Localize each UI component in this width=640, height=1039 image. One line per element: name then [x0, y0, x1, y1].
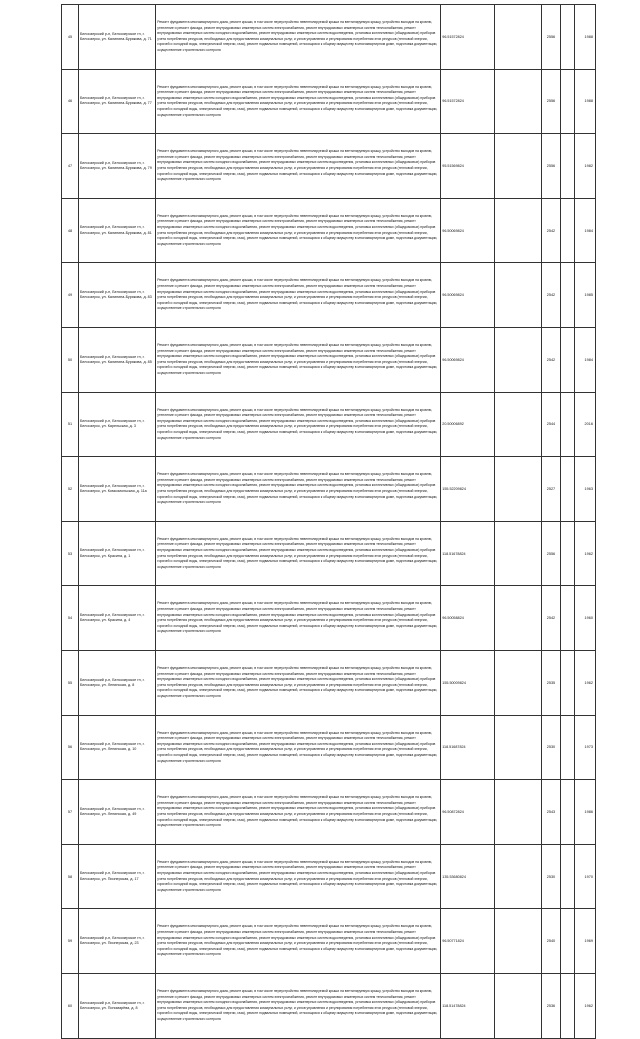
total-cell: 2530 — [541, 844, 560, 909]
row-number-cell: 58 — [62, 844, 79, 909]
table-row — [62, 844, 596, 909]
address-cell: Белоозерский р-н, Белоозерское гп, г. Белоозерск, ул. Калинина-Бурякова, д. 81 — [78, 198, 155, 263]
empty-cell — [495, 5, 542, 70]
area-cell: 96.50872824 — [441, 780, 495, 845]
row-number-cell: 50 — [62, 327, 79, 392]
address-cell: Белоозерский р-н, Белоозерское гп, г. Белоозерск, ул. Калинина-Бурякова, д. 83 — [78, 263, 155, 328]
area-cell: 96.50069824 — [441, 198, 495, 263]
row-number-cell: 47 — [62, 134, 79, 199]
year-cell: 2016 — [574, 392, 595, 457]
works-list-cell: Ремонт фундамента многоквартирного дома, ремонт крыши, в том числе переустройство невентилируемой крыши на вентилируемую крышу, устройство выходов на кровлю, утепление и ремонт фасада, ремонт внутридомовых инженерных систем электроснабжения, ремонт внутридомовых инженерных систем теплоснабжения, ремонт внутридомовых инженерных систем холодного водоснабжения, ремонт внутридомовых инженерных систем водоотведения, установка коллективных (общедомовых) приборов учета потребления ресурсов, необходимых для предоставления коммунальных услуг, и узлов управления и регулирования потребления этих ресурсов (тепловой энергии, горячей и холодной воды, электрической энергии, газа), ремонт подвальных помещений, относящихся к общему имуществу в многоквартирном доме, подготовка документации, осуществление строительного контроля — [156, 715, 441, 780]
year-cell: 1969 — [574, 909, 595, 974]
address-cell: Белоозерский р-н, Белоозерское гп, г. Белоозерск, ул. Калинина-Бурякова, д. 77 — [78, 69, 155, 134]
table-row — [62, 263, 596, 328]
table-row — [62, 780, 596, 845]
total-cell: 2542 — [541, 327, 560, 392]
empty-cell — [560, 5, 574, 70]
empty-cell — [560, 973, 574, 1038]
empty-cell — [495, 457, 542, 522]
total-cell: 2536 — [541, 973, 560, 1038]
row-number-cell: 59 — [62, 909, 79, 974]
works-list-cell: Ремонт фундамента многоквартирного дома, ремонт крыши, в том числе переустройство невентилируемой крыши на вентилируемую крышу, устройство выходов на кровлю, утепление и ремонт фасада, ремонт внутридомовых инженерных систем электроснабжения, ремонт внутридомовых инженерных систем теплоснабжения, ремонт внутридомовых инженерных систем холодного водоснабжения, ремонт внутридомовых инженерных систем водоотведения, установка коллективных (общедомовых) приборов учета потребления ресурсов, необходимых для предоставления коммунальных услуг, и узлов управления и регулирования потребления этих ресурсов (тепловой энергии, горячей и холодной воды, электрической энергии, газа), ремонт подвальных помещений, относящихся к общему имуществу в многоквартирном доме, подготовка документации, осуществление строительного контроля — [156, 5, 441, 70]
empty-cell — [560, 844, 574, 909]
total-cell: 2556 — [541, 69, 560, 134]
works-list-cell: Ремонт фундамента многоквартирного дома, ремонт крыши, в том числе переустройство невентилируемой крыши на вентилируемую крышу, устройство выходов на кровлю, утепление и ремонт фасада, ремонт внутридомовых инженерных систем электроснабжения, ремонт внутридомовых инженерных систем теплоснабжения, ремонт внутридомовых инженерных систем холодного водоснабжения, ремонт внутридомовых инженерных систем водоотведения, установка коллективных (общедомовых) приборов учета потребления ресурсов, необходимых для предоставления коммунальных услуг, и узлов управления и регулирования потребления этих ресурсов (тепловой энергии, горячей и холодной воды, электрической энергии, газа), ремонт подвальных помещений, относящихся к общему имуществу в многоквартирном доме, подготовка документации, осуществление строительного контроля — [156, 263, 441, 328]
row-number-cell: 49 — [62, 263, 79, 328]
row-number-cell: 48 — [62, 198, 79, 263]
works-list-cell: Ремонт фундамента многоквартирного дома, ремонт крыши, в том числе переустройство невентилируемой крыши на вентилируемую крышу, устройство выходов на кровлю, утепление и ремонт фасада, ремонт внутридомовых инженерных систем электроснабжения, ремонт внутридомовых инженерных систем теплоснабжения, ремонт внутридомовых инженерных систем холодного водоснабжения, ремонт внутридомовых инженерных систем водоотведения, установка коллективных (общедомовых) приборов учета потребления ресурсов, необходимых для предоставления коммунальных услуг, и узлов управления и регулирования потребления этих ресурсов (тепловой энергии, горячей и холодной воды, электрической энергии, газа), ремонт подвальных помещений, относящихся к общему имуществу в многоквартирном доме, подготовка документации, осуществление строительного контроля — [156, 586, 441, 651]
table-body — [62, 5, 596, 1039]
total-cell: 2530 — [541, 715, 560, 780]
works-list-cell: Ремонт фундамента многоквартирного дома, ремонт крыши, в том числе переустройство невентилируемой крыши на вентилируемую крышу, устройство выходов на кровлю, утепление и ремонт фасада, ремонт внутридомовых инженерных систем электроснабжения, ремонт внутридомовых инженерных систем теплоснабжения, ремонт внутридомовых инженерных систем холодного водоснабжения, ремонт внутридомовых инженерных систем водоотведения, установка коллективных (общедомовых) приборов учета потребления ресурсов, необходимых для предоставления коммунальных услуг, и узлов управления и регулирования потребления этих ресурсов (тепловой энергии, горячей и холодной воды, электрической энергии, газа), ремонт подвальных помещений, относящихся к общему имуществу в многоквартирном доме, подготовка документации, осуществление строительного контроля — [156, 650, 441, 715]
empty-cell — [495, 134, 542, 199]
works-list-cell: Ремонт фундамента многоквартирного дома, ремонт крыши, в том числе переустройство невентилируемой крыши на вентилируемую крышу, устройство выходов на кровлю, утепление и ремонт фасада, ремонт внутридомовых инженерных систем электроснабжения, ремонт внутридомовых инженерных систем теплоснабжения, ремонт внутридомовых инженерных систем холодного водоснабжения, ремонт внутридомовых инженерных систем водоотведения, установка коллективных (общедомовых) приборов учета потребления ресурсов, необходимых для предоставления коммунальных услуг, и узлов управления и регулирования потребления этих ресурсов (тепловой энергии, горячей и холодной воды, электрической энергии, газа), ремонт подвальных помещений, относящихся к общему имуществу в многоквартирном доме, подготовка документации, осуществление строительного контроля — [156, 327, 441, 392]
area-cell: 20.50006892 — [441, 392, 495, 457]
empty-cell — [560, 457, 574, 522]
table-row — [62, 457, 596, 522]
works-list-cell: Ремонт фундамента многоквартирного дома, ремонт крыши, в том числе переустройство невентилируемой крыши на вентилируемую крышу, устройство выходов на кровлю, утепление и ремонт фасада, ремонт внутридомовых инженерных систем электроснабжения, ремонт внутридомовых инженерных систем теплоснабжения, ремонт внутридомовых инженерных систем холодного водоснабжения, ремонт внутридомовых инженерных систем водоотведения, установка коллективных (общедомовых) приборов учета потребления ресурсов, необходимых для предоставления коммунальных услуг, и узлов управления и регулирования потребления этих ресурсов (тепловой энергии, горячей и холодной воды, электрической энергии, газа), ремонт подвальных помещений, относящихся к общему имуществу в многоквартирном доме, подготовка документации, осуществление строительного контроля — [156, 909, 441, 974]
row-number-cell: 52 — [62, 457, 79, 522]
empty-cell — [495, 715, 542, 780]
repair-program-table — [61, 4, 596, 1039]
area-cell: 96.50771824 — [441, 909, 495, 974]
area-cell: 95.51569824 — [441, 134, 495, 199]
area-cell: 96.51572824 — [441, 5, 495, 70]
area-cell: 118.51678824 — [441, 521, 495, 586]
year-cell: 1963 — [574, 457, 595, 522]
table-row — [62, 392, 596, 457]
total-cell: 2543 — [541, 780, 560, 845]
total-cell: 2527 — [541, 457, 560, 522]
address-cell: Белоозерский р-н, Белоозерское гп, г. Белоозерск, ул. Калинина-Бурякова, д. 85 — [78, 327, 155, 392]
area-cell: 135.53680824 — [441, 844, 495, 909]
empty-cell — [495, 263, 542, 328]
empty-cell — [560, 909, 574, 974]
works-list-cell: Ремонт фундамента многоквартирного дома, ремонт крыши, в том числе переустройство невентилируемой крыши на вентилируемую крышу, устройство выходов на кровлю, утепление и ремонт фасада, ремонт внутридомовых инженерных систем электроснабжения, ремонт внутридомовых инженерных систем теплоснабжения, ремонт внутридомовых инженерных систем холодного водоснабжения, ремонт внутридомовых инженерных систем водоотведения, установка коллективных (общедомовых) приборов учета потребления ресурсов, необходимых для предоставления коммунальных услуг, и узлов управления и регулирования потребления этих ресурсов (тепловой энергии, горячей и холодной воды, электрической энергии, газа), ремонт подвальных помещений, относящихся к общему имуществу в многоквартирном доме, подготовка документации, осуществление строительного контроля — [156, 392, 441, 457]
row-number-cell: 54 — [62, 586, 79, 651]
row-number-cell: 46 — [62, 69, 79, 134]
total-cell: 2556 — [541, 134, 560, 199]
empty-cell — [560, 715, 574, 780]
table-row — [62, 650, 596, 715]
area-cell: 155.50009824 — [441, 650, 495, 715]
total-cell: 2542 — [541, 198, 560, 263]
empty-cell — [495, 973, 542, 1038]
year-cell: 1986 — [574, 780, 595, 845]
table-row — [62, 521, 596, 586]
row-number-cell: 57 — [62, 780, 79, 845]
row-number-cell: 55 — [62, 650, 79, 715]
total-cell: 2556 — [541, 521, 560, 586]
address-cell: Белоозерский р-н, Белоозерское гп, г. Белоозерск, ул. Ленинская, д. 49 — [78, 780, 155, 845]
table-row — [62, 586, 596, 651]
area-cell: 118.51478824 — [441, 973, 495, 1038]
works-list-cell: Ремонт фундамента многоквартирного дома, ремонт крыши, в том числе переустройство невентилируемой крыши на вентилируемую крышу, устройство выходов на кровлю, утепление и ремонт фасада, ремонт внутридомовых инженерных систем электроснабжения, ремонт внутридомовых инженерных систем теплоснабжения, ремонт внутридомовых инженерных систем холодного водоснабжения, ремонт внутридомовых инженерных систем водоотведения, установка коллективных (общедомовых) приборов учета потребления ресурсов, необходимых для предоставления коммунальных услуг, и узлов управления и регулирования потребления этих ресурсов (тепловой энергии, горячей и холодной воды, электрической энергии, газа), ремонт подвальных помещений, относящихся к общему имуществу в многоквартирном доме, подготовка документации, осуществление строительного контроля — [156, 780, 441, 845]
table-row — [62, 327, 596, 392]
empty-cell — [560, 650, 574, 715]
empty-cell — [495, 521, 542, 586]
works-list-cell: Ремонт фундамента многоквартирного дома, ремонт крыши, в том числе переустройство невентилируемой крыши на вентилируемую крышу, устройство выходов на кровлю, утепление и ремонт фасада, ремонт внутридомовых инженерных систем электроснабжения, ремонт внутридомовых инженерных систем теплоснабжения, ремонт внутридомовых инженерных систем холодного водоснабжения, ремонт внутридомовых инженерных систем водоотведения, установка коллективных (общедомовых) приборов учета потребления ресурсов, необходимых для предоставления коммунальных услуг, и узлов управления и регулирования потребления этих ресурсов (тепловой энергии, горячей и холодной воды, электрической энергии, газа), ремонт подвальных помещений, относящихся к общему имуществу в многоквартирном доме, подготовка документации, осуществление строительного контроля — [156, 521, 441, 586]
empty-cell — [495, 909, 542, 974]
address-cell: Белоозерский р-н, Белоозерское гп, г. Белоозерск, ул. Карельская, д. 3 — [78, 392, 155, 457]
table-row — [62, 69, 596, 134]
works-list-cell: Ремонт фундамента многоквартирного дома, ремонт крыши, в том числе переустройство невентилируемой крыши на вентилируемую крышу, устройство выходов на кровлю, утепление и ремонт фасада, ремонт внутридомовых инженерных систем электроснабжения, ремонт внутридомовых инженерных систем теплоснабжения, ремонт внутридомовых инженерных систем холодного водоснабжения, ремонт внутридомовых инженерных систем водоотведения, установка коллективных (общедомовых) приборов учета потребления ресурсов, необходимых для предоставления коммунальных услуг, и узлов управления и регулирования потребления этих ресурсов (тепловой энергии, горячей и холодной воды, электрической энергии, газа), ремонт подвальных помещений, относящихся к общему имуществу в многоквартирном доме, подготовка документации, осуществление строительного контроля — [156, 69, 441, 134]
empty-cell — [560, 780, 574, 845]
address-cell: Белоозерский р-н, Белоозерское гп, г. Белоозерск, ул. Пономарёва, д. 8 — [78, 973, 155, 1038]
area-cell: 96.50069824 — [441, 327, 495, 392]
works-list-cell: Ремонт фундамента многоквартирного дома, ремонт крыши, в том числе переустройство невентилируемой крыши на вентилируемую крышу, устройство выходов на кровлю, утепление и ремонт фасада, ремонт внутридомовых инженерных систем электроснабжения, ремонт внутридомовых инженерных систем теплоснабжения, ремонт внутридомовых инженерных систем холодного водоснабжения, ремонт внутридомовых инженерных систем водоотведения, установка коллективных (общедомовых) приборов учета потребления ресурсов, необходимых для предоставления коммунальных услуг, и узлов управления и регулирования потребления этих ресурсов (тепловой энергии, горячей и холодной воды, электрической энергии, газа), ремонт подвальных помещений, относящихся к общему имуществу в многоквартирном доме, подготовка документации, осуществление строительного контроля — [156, 134, 441, 199]
total-cell: 2556 — [541, 5, 560, 70]
year-cell: 1982 — [574, 134, 595, 199]
year-cell: 1988 — [574, 69, 595, 134]
address-cell: Белоозерский р-н, Белоозерское гп, г. Белоозерск, ул. Калинина-Бурякова, д. 71 — [78, 5, 155, 70]
row-number-cell: 53 — [62, 521, 79, 586]
empty-cell — [560, 392, 574, 457]
empty-cell — [495, 392, 542, 457]
works-list-cell: Ремонт фундамента многоквартирного дома, ремонт крыши, в том числе переустройство невентилируемой крыши на вентилируемую крышу, устройство выходов на кровлю, утепление и ремонт фасада, ремонт внутридомовых инженерных систем электроснабжения, ремонт внутридомовых инженерных систем теплоснабжения, ремонт внутридомовых инженерных систем холодного водоснабжения, ремонт внутридомовых инженерных систем водоотведения, установка коллективных (общедомовых) приборов учета потребления ресурсов, необходимых для предоставления коммунальных услуг, и узлов управления и регулирования потребления этих ресурсов (тепловой энергии, горячей и холодной воды, электрической энергии, газа), ремонт подвальных помещений, относящихся к общему имуществу в многоквартирном доме, подготовка документации, осуществление строительного контроля — [156, 198, 441, 263]
address-cell: Белоозерский р-н, Белоозерское гп, г. Белоозерск, ул. Комсомольская, д. 11а — [78, 457, 155, 522]
total-cell: 2542 — [541, 263, 560, 328]
works-list-cell: Ремонт фундамента многоквартирного дома, ремонт крыши, в том числе переустройство невентилируемой крыши на вентилируемую крышу, устройство выходов на кровлю, утепление и ремонт фасада, ремонт внутридомовых инженерных систем электроснабжения, ремонт внутридомовых инженерных систем теплоснабжения, ремонт внутридомовых инженерных систем холодного водоснабжения, ремонт внутридомовых инженерных систем водоотведения, установка коллективных (общедомовых) приборов учета потребления ресурсов, необходимых для предоставления коммунальных услуг, и узлов управления и регулирования потребления этих ресурсов (тепловой энергии, горячей и холодной воды, электрической энергии, газа), ремонт подвальных помещений, относящихся к общему имуществу в многоквартирном доме, подготовка документации, осуществление строительного контроля — [156, 844, 441, 909]
year-cell: 1962 — [574, 650, 595, 715]
year-cell: 1960 — [574, 586, 595, 651]
table-row — [62, 198, 596, 263]
address-cell: Белоозерский р-н, Белоозерское гп, г. Белоозерск, ул. Калинина-Бурякова, д. 79 — [78, 134, 155, 199]
year-cell: 1962 — [574, 973, 595, 1038]
address-cell: Белоозерский р-н, Белоозерское гп, г. Белоозерск, ул. Ленинская, д. 10 — [78, 715, 155, 780]
area-cell: 96.51572824 — [441, 69, 495, 134]
empty-cell — [495, 69, 542, 134]
area-cell: 96.50058824 — [441, 586, 495, 651]
year-cell: 1984 — [574, 327, 595, 392]
table-row — [62, 5, 596, 70]
address-cell: Белоозерский р-н, Белоозерское гп, г. Белоозерск, ул. Пионерская, д. 23 — [78, 909, 155, 974]
address-cell: Белоозерский р-н, Белоозерское гп, г. Белоозерск, ул. Ленинская, д. 8 — [78, 650, 155, 715]
document-page — [61, 4, 596, 1039]
table-row — [62, 715, 596, 780]
empty-cell — [495, 844, 542, 909]
table-row — [62, 134, 596, 199]
empty-cell — [495, 650, 542, 715]
total-cell: 2540 — [541, 909, 560, 974]
row-number-cell: 60 — [62, 973, 79, 1038]
area-cell: 118.51687824 — [441, 715, 495, 780]
empty-cell — [560, 263, 574, 328]
row-number-cell: 56 — [62, 715, 79, 780]
table-row — [62, 909, 596, 974]
total-cell: 2535 — [541, 650, 560, 715]
year-cell: 1985 — [574, 263, 595, 328]
empty-cell — [495, 198, 542, 263]
empty-cell — [560, 586, 574, 651]
empty-cell — [560, 198, 574, 263]
address-cell: Белоозерский р-н, Белоозерское гп, г. Белоозерск, ул. Красина, д. 1 — [78, 521, 155, 586]
empty-cell — [495, 586, 542, 651]
row-number-cell: 45 — [62, 5, 79, 70]
works-list-cell: Ремонт фундамента многоквартирного дома, ремонт крыши, в том числе переустройство невентилируемой крыши на вентилируемую крышу, устройство выходов на кровлю, утепление и ремонт фасада, ремонт внутридомовых инженерных систем электроснабжения, ремонт внутридомовых инженерных систем теплоснабжения, ремонт внутридомовых инженерных систем холодного водоснабжения, ремонт внутридомовых инженерных систем водоотведения, установка коллективных (общедомовых) приборов учета потребления ресурсов, необходимых для предоставления коммунальных услуг, и узлов управления и регулирования потребления этих ресурсов (тепловой энергии, горячей и холодной воды, электрической энергии, газа), ремонт подвальных помещений, относящихся к общему имуществу в многоквартирном доме, подготовка документации, осуществление строительного контроля — [156, 973, 441, 1038]
address-cell: Белоозерский р-н, Белоозерское гп, г. Белоозерск, ул. Красина, д. 4 — [78, 586, 155, 651]
row-number-cell: 51 — [62, 392, 79, 457]
year-cell: 1962 — [574, 521, 595, 586]
empty-cell — [560, 327, 574, 392]
empty-cell — [495, 780, 542, 845]
total-cell: 2544 — [541, 392, 560, 457]
total-cell: 2542 — [541, 586, 560, 651]
empty-cell — [495, 327, 542, 392]
empty-cell — [560, 69, 574, 134]
year-cell: 1970 — [574, 844, 595, 909]
empty-cell — [560, 134, 574, 199]
area-cell: 96.50069824 — [441, 263, 495, 328]
year-cell: 1988 — [574, 5, 595, 70]
address-cell: Белоозерский р-н, Белоозерское гп, г. Белоозерск, ул. Пионерская, д. 17 — [78, 844, 155, 909]
table-row — [62, 973, 596, 1038]
year-cell: 1984 — [574, 198, 595, 263]
area-cell: 155.52209824 — [441, 457, 495, 522]
empty-cell — [560, 521, 574, 586]
works-list-cell: Ремонт фундамента многоквартирного дома, ремонт крыши, в том числе переустройство невентилируемой крыши на вентилируемую крышу, устройство выходов на кровлю, утепление и ремонт фасада, ремонт внутридомовых инженерных систем электроснабжения, ремонт внутридомовых инженерных систем теплоснабжения, ремонт внутридомовых инженерных систем холодного водоснабжения, ремонт внутридомовых инженерных систем водоотведения, установка коллективных (общедомовых) приборов учета потребления ресурсов, необходимых для предоставления коммунальных услуг, и узлов управления и регулирования потребления этих ресурсов (тепловой энергии, горячей и холодной воды, электрической энергии, газа), ремонт подвальных помещений, относящихся к общему имуществу в многоквартирном доме, подготовка документации, осуществление строительного контроля — [156, 457, 441, 522]
year-cell: 1973 — [574, 715, 595, 780]
